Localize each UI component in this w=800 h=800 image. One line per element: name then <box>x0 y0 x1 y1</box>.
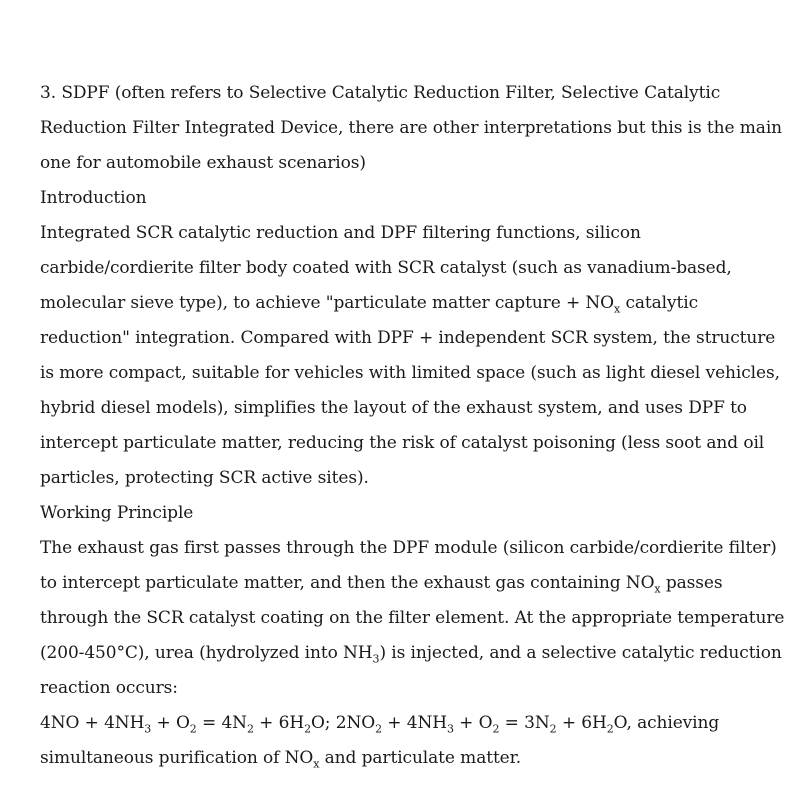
working-principle-title: Working Principle <box>40 503 194 523</box>
working-principle-paragraph: The exhaust gas first passes through the DPF module (silicon carbide/cordierite filter) to intercept particulate matter, and then the exhaust gas containing $NO_x$ passes through the SCR catalyst coating on the filter element. At the appropriate temperature (200-450°C), urea (hydrolyzed into $NH_3$) is injected, and a selective catalytic reduction reaction occurs: $4NO + 4NH_3 + O_2 = 4N_2 + 6H_2O$; $2NO_2 + 4NH_3 + O_2 = 3N_2 + 6H_2O$, achieving simultaneous purification of $NO_x$ and particulate matter. <box>40 538 785 771</box>
introduction-paragraph: Integrated SCR catalytic reduction and DPF filtering functions, silicon carbide/cordierite filter body coated with SCR catalyst (such as vanadium-based, molecular sieve type), to achieve "particulate matter capture + $NO_x$ catalytic reduction" integration. Compared with DPF + independent SCR system, the structure is more compact, suitable for vehicles with limited space (such as light diesel vehicles, hybrid diesel models), simplifies the layout of the exhaust system, and uses DPF to intercept particulate matter, reducing the risk of catalyst poisoning (less soot and oil particles, protecting SCR active sites). <box>40 223 780 488</box>
section-heading <box>40 76 792 181</box>
reaction-equation: $4NO + 4NH_3 + O_2 = 4N_2 + 6H_2O$; $2NO_2 + 4NH_3 + O_2 = 3N_2 + 6H_2O$, achieving simultaneous purification of $NO_x$ and particulate matter. <box>40 713 720 771</box>
section-heading-text: SDPF (often refers to Selective Catalytic Reduction Filter, Selective Catalytic Reduction Filter Integrated Device, there are other interpretations but this is the main one for automobile exhaust scenarios) <box>40 83 783 173</box>
document-body <box>40 76 792 776</box>
section-number: 3. <box>40 83 62 103</box>
introduction-title: Introduction <box>40 188 147 208</box>
